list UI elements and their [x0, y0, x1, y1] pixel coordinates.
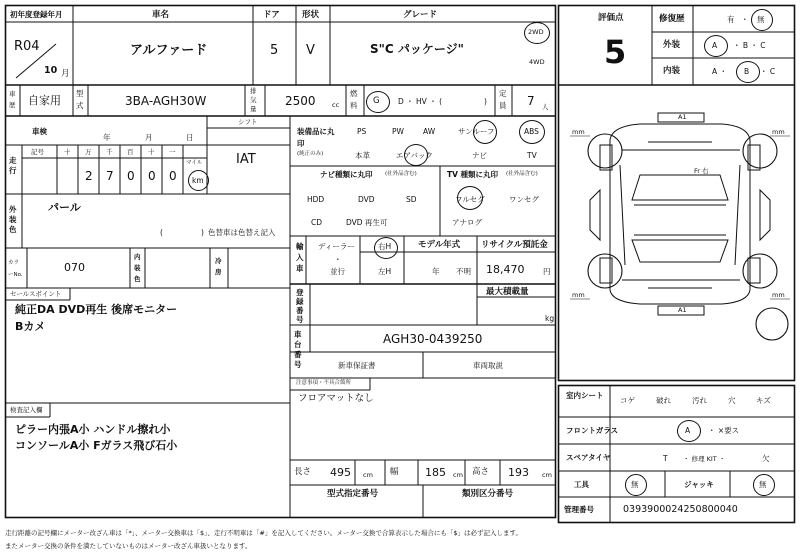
front-glass-label: フロントガラス	[566, 426, 619, 435]
repair-dot: ・	[741, 15, 749, 24]
fuel-label: 燃料	[350, 89, 358, 110]
registration-label: 登録番号	[296, 288, 304, 324]
inspection-day: 日	[186, 133, 194, 142]
class-no-label: 類別区分番号	[462, 489, 514, 499]
sunroof-circle	[473, 120, 497, 144]
management-value: 0393900024250800040	[623, 504, 738, 515]
spare-t: T	[663, 454, 668, 463]
exterior-paren-close: )	[201, 228, 204, 237]
equip-tv: TV	[527, 151, 537, 160]
capacity-unit: 人	[542, 103, 549, 111]
navi-sd: SD	[406, 195, 417, 204]
seat-burn: コゲ	[620, 396, 635, 405]
tv-label: TV 種類に丸印	[447, 170, 499, 179]
ext-a: A	[712, 41, 718, 50]
shift-label: シフト	[238, 118, 258, 126]
import-dot: ・	[334, 255, 342, 264]
model-label: 型式	[76, 89, 84, 110]
shape-value: V	[306, 43, 315, 58]
exterior-label: 外装色	[9, 205, 17, 234]
int-c: ・ C	[760, 67, 776, 76]
length-unit: cm	[363, 471, 373, 479]
diagram-note: Fr 右	[694, 167, 709, 175]
door-count: 5	[270, 43, 279, 58]
ext-label: 外装	[663, 40, 681, 50]
first-reg-label: 初年度登録年月	[10, 10, 63, 19]
color-no-label: カラーNo.	[8, 260, 23, 278]
grade-label: グレード	[403, 10, 438, 20]
mileage-digit-3: 0	[127, 169, 135, 183]
manual-doc: 車両取説	[473, 361, 503, 370]
equip-navi: ナビ	[472, 151, 487, 160]
management-label: 管理番号	[564, 505, 594, 514]
tv-sub: (社外品含む)	[506, 171, 538, 177]
sales-line-1: 純正DA DVD再生 後席モニター	[15, 303, 178, 316]
mileage-head-5: 一	[169, 148, 176, 156]
int-b: B	[744, 67, 750, 76]
shape-label: 形状	[302, 10, 320, 20]
type-spec-label: 型式指定番号	[327, 489, 379, 499]
mileage-record-label: 記号	[31, 148, 44, 156]
interior-seat-label: 室内シート	[566, 391, 604, 400]
tools-value: 無	[631, 480, 639, 489]
length-value: 495	[330, 466, 351, 479]
inspector-line-2: コンソールA小 Fガラス飛び石小	[15, 439, 178, 452]
drive-4wd: 4WD	[529, 58, 545, 66]
diagram-a1-bottom: A1	[678, 306, 687, 314]
capacity-value: 7	[527, 94, 535, 108]
fuel-options: D ・ HV ・ (	[398, 97, 443, 106]
mm-label-4: mm	[772, 291, 785, 299]
mileage-label: 走行	[9, 156, 17, 175]
shift-value: IAT	[236, 152, 256, 167]
capacity-label: 定員	[499, 89, 507, 110]
import-right-h: 右H	[378, 242, 392, 251]
mm-label-1: mm	[572, 128, 585, 136]
door-label: ドア	[263, 10, 280, 20]
fullseg-circle	[457, 186, 483, 210]
height-label: 高さ	[472, 467, 490, 477]
inspection-year: 年	[103, 133, 111, 142]
km-unit: km	[192, 176, 204, 185]
inspector-label: 検査記入欄	[10, 406, 43, 414]
mm-label-3: mm	[572, 291, 585, 299]
chassis-label: 車台番号	[294, 330, 302, 369]
car-name: アルファード	[130, 43, 208, 58]
seat-scratch: キズ	[756, 396, 771, 405]
tv-analog: アナログ	[452, 218, 482, 227]
mileage-head-0: 十	[64, 148, 71, 156]
equip-ps: PS	[357, 127, 367, 136]
score-value: 5	[604, 33, 627, 71]
inspection-month: 月	[145, 133, 153, 142]
equip-airbag: エアバック	[396, 151, 433, 160]
mileage-digit-1: 2	[85, 169, 93, 183]
tv-fullseg: フルセグ	[455, 195, 485, 204]
mile-unit: マイル	[186, 160, 203, 166]
exterior-note: 色替車は色替え記入	[208, 228, 276, 237]
diagram-a1-top: A1	[678, 113, 687, 121]
jack-label: ジャッキ	[684, 480, 714, 489]
import-label: 輸入車	[296, 242, 304, 273]
score-label: 評価点	[598, 13, 624, 23]
mileage-digit-4: 0	[148, 169, 156, 183]
footer-line-1: 走行距離の記号欄にメーター改ざん車は「*」、メーター交換車は「$」、走行不明車は「#」を記入してください。メーター交換で合算表示した場合にも「$」は必ず記入します。	[5, 529, 522, 537]
max-load-unit: kg	[545, 314, 555, 323]
sales-line-2: Bカメ	[15, 320, 46, 333]
seat-tear: 破れ	[656, 396, 671, 405]
sales-point-label: セールスポイント	[10, 290, 62, 298]
equip-abs: ABS	[524, 127, 539, 136]
exterior-paren-open: (	[160, 228, 163, 237]
fuel-close: )	[484, 97, 487, 106]
inspection-label: 車検	[32, 127, 47, 136]
model-value: 3BA-AGH30W	[125, 94, 207, 108]
equip-aw: AW	[423, 127, 436, 136]
repair-no: 無	[757, 15, 765, 24]
navi-hdd: HDD	[307, 195, 325, 204]
repair-yes: 有	[727, 15, 735, 24]
height-unit: cm	[542, 471, 552, 479]
model-year-unknown: 不明	[456, 267, 471, 276]
equip-leather: 本革	[355, 151, 370, 160]
reg-month: 10	[44, 65, 58, 76]
width-label: 幅	[390, 467, 399, 477]
tv-oneseg: ワンセグ	[509, 195, 539, 204]
airbag-circle	[404, 144, 428, 166]
mileage-digit-5: 0	[169, 169, 177, 183]
notes-label: 注意事項・不具合箇所	[296, 380, 352, 386]
footer-line-2: またメーター交換の条件を満たしていないものはメーター改ざん車扱いとなります。	[5, 542, 252, 550]
navi-dvd-play: DVD 再生可	[346, 218, 388, 227]
model-year-label: モデル年式	[418, 240, 461, 250]
grade-value: S"C パッケージ"	[370, 42, 464, 56]
interior-color-label: 内装色	[134, 253, 141, 283]
equip-sunroof: サンルーフ	[458, 127, 495, 136]
height-value: 193	[508, 466, 529, 479]
cc-unit: cc	[332, 101, 340, 109]
equipment-sub: (純正のみ)	[297, 151, 324, 157]
recycle-value: 18,470	[486, 263, 525, 276]
int-label: 内装	[663, 66, 681, 76]
import-dealer: ディーラー	[318, 242, 355, 251]
spare-kit: ・ 修理 KIT ・	[683, 455, 726, 463]
month-unit: 月	[61, 69, 70, 79]
inspector-line-1: ピラー内張A小 ハンドル擦れ小	[15, 423, 171, 436]
notes-text: フロアマットなし	[298, 393, 374, 404]
chassis-value: AGH30-0439250	[383, 332, 483, 346]
equipment-label: 装備品に丸印	[297, 127, 335, 148]
reg-year: R04	[14, 39, 40, 54]
glass-options: ・ ×要ス	[708, 426, 740, 435]
navi-dvd: DVD	[358, 195, 375, 204]
seat-hole: 穴	[728, 396, 736, 405]
mileage-digit-2: 7	[106, 169, 114, 183]
fuel-g: G	[373, 96, 380, 106]
width-value: 185	[425, 466, 446, 479]
mileage-head-1: 万	[85, 148, 92, 156]
color-no-value: 070	[64, 261, 85, 274]
car-diagram	[590, 113, 770, 315]
mileage-head-4: 十	[148, 148, 155, 156]
navi-sub: (社外品含む)	[385, 171, 417, 177]
navi-cd: CD	[311, 218, 323, 227]
mm-label-2: mm	[772, 128, 785, 136]
mileage-head-3: 百	[127, 148, 134, 156]
equip-pw: PW	[392, 127, 404, 136]
width-unit: cm	[453, 471, 463, 479]
repair-label: 修復歴	[659, 14, 685, 24]
warranty-doc: 新車保証書	[338, 361, 376, 370]
recycle-label: リサイクル預託金	[481, 240, 548, 250]
tools-label: 工具	[574, 480, 589, 489]
import-left-h: 左H	[378, 267, 392, 276]
ext-options: ・ B ・ C	[733, 41, 766, 50]
recycle-yen: 円	[543, 267, 551, 276]
length-label: 長さ	[294, 467, 312, 477]
seat-stain: 汚れ	[692, 396, 707, 405]
glass-a: A	[685, 426, 691, 435]
model-year-unit: 年	[432, 267, 440, 276]
drive-2wd: 2WD	[528, 28, 544, 36]
ac-label: 冷房	[215, 257, 222, 276]
int-a: A ・	[712, 67, 728, 76]
displacement-value: 2500	[285, 94, 316, 108]
exterior-color: パール	[48, 201, 81, 214]
usage-label: 車歴	[9, 90, 16, 109]
mileage-head-2: 千	[106, 148, 113, 156]
navi-label: ナビ種類に丸印	[320, 170, 373, 179]
spare-tire-label: スペアタイヤ	[566, 453, 611, 462]
jack-value: 無	[759, 480, 767, 489]
import-parallel: 並行	[330, 267, 345, 276]
max-load-label: 最大積載量	[486, 287, 529, 297]
car-name-label: 車名	[152, 10, 170, 20]
displacement-label: 排気量	[250, 87, 257, 113]
usage-value: 自家用	[28, 94, 61, 107]
spare-none: 欠	[762, 454, 770, 463]
